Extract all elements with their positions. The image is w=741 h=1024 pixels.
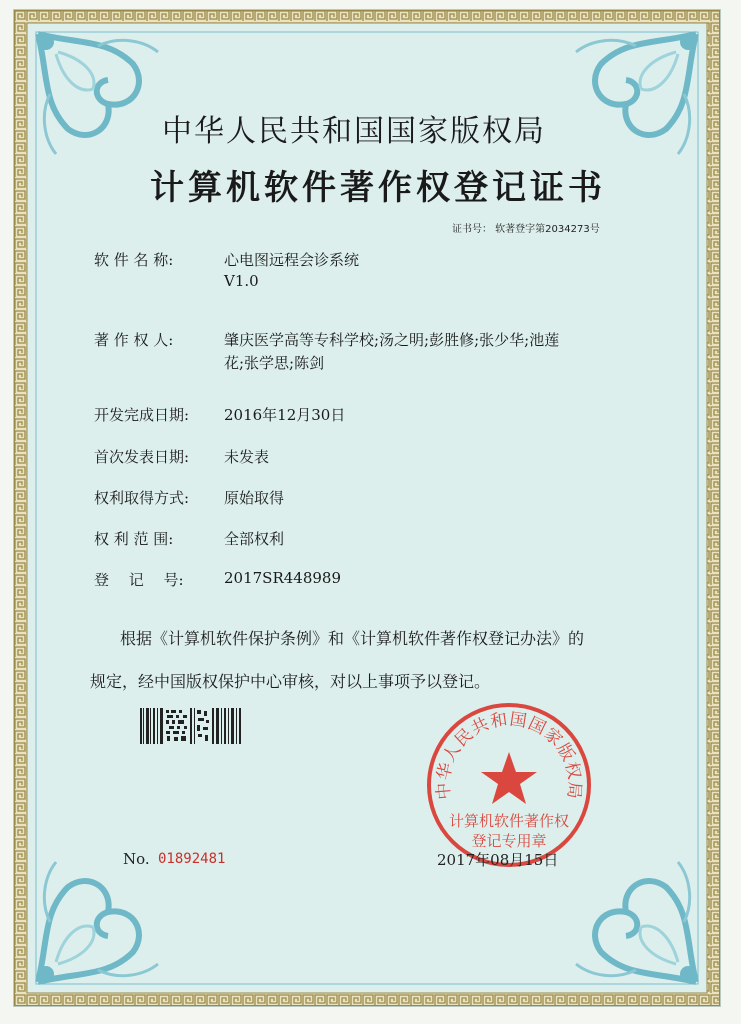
field-value-copyright-owner-line2: 花;张学思;陈剑 [224,354,325,372]
field-value-acquisition-method: 原始取得 [224,489,285,507]
seal-outer-text: 中华人民共和国国家版权局 [433,709,585,801]
field-value-rights-scope: 全部权利 [224,530,285,548]
field-label-first-publication: 首次发表日期: [94,448,190,466]
field-label-copyright-owner: 著 作 权 人: [94,331,174,349]
field-label-completion-date: 开发完成日期: [94,406,190,424]
issuer-heading: 中华人民共和国国家版权局 [162,114,546,149]
field-value-software-name: 心电图远程会诊系统 [224,251,360,269]
certificate-number: 证书号： 软著登字第2034273号 [452,224,600,235]
serial-number: 01892481 [158,851,226,867]
field-label-software-name: 软 件 名 称: [94,251,174,269]
serial-label: No. [123,850,150,868]
field-value-registration-number: 2017SR448989 [224,569,342,587]
statement-line-2: 规定，经中国版权保护中心审核，对以上事项予以登记。 [90,672,491,691]
field-label-rights-scope: 权 利 范 围: [94,530,174,548]
seal-inner-line-1: 计算机软件著作权 [448,812,570,830]
certificate-title: 计算机软件著作权登记证书 [150,168,606,208]
barcode [140,708,242,744]
statement-line-1: 根据《计算机软件保护条例》和《计算机软件著作权登记办法》的 [120,629,585,648]
seal-inner-line-2: 登记专用章 [471,832,547,850]
field-label-acquisition-method: 权利取得方式: [94,489,190,507]
official-seal [424,700,594,870]
issue-date: 2017年08月15日 [437,851,559,869]
field-label-registration-number: 登 记 号: [94,571,184,589]
seal-star-icon [481,752,537,804]
field-value-software-version: V1.0 [224,272,259,290]
field-value-first-publication: 未发表 [224,448,270,466]
field-value-copyright-owner-line1: 肇庆医学高等专科学校;汤之明;彭胜修;张少华;池莲 [224,331,560,349]
field-value-completion-date: 2016年12月30日 [224,406,346,424]
